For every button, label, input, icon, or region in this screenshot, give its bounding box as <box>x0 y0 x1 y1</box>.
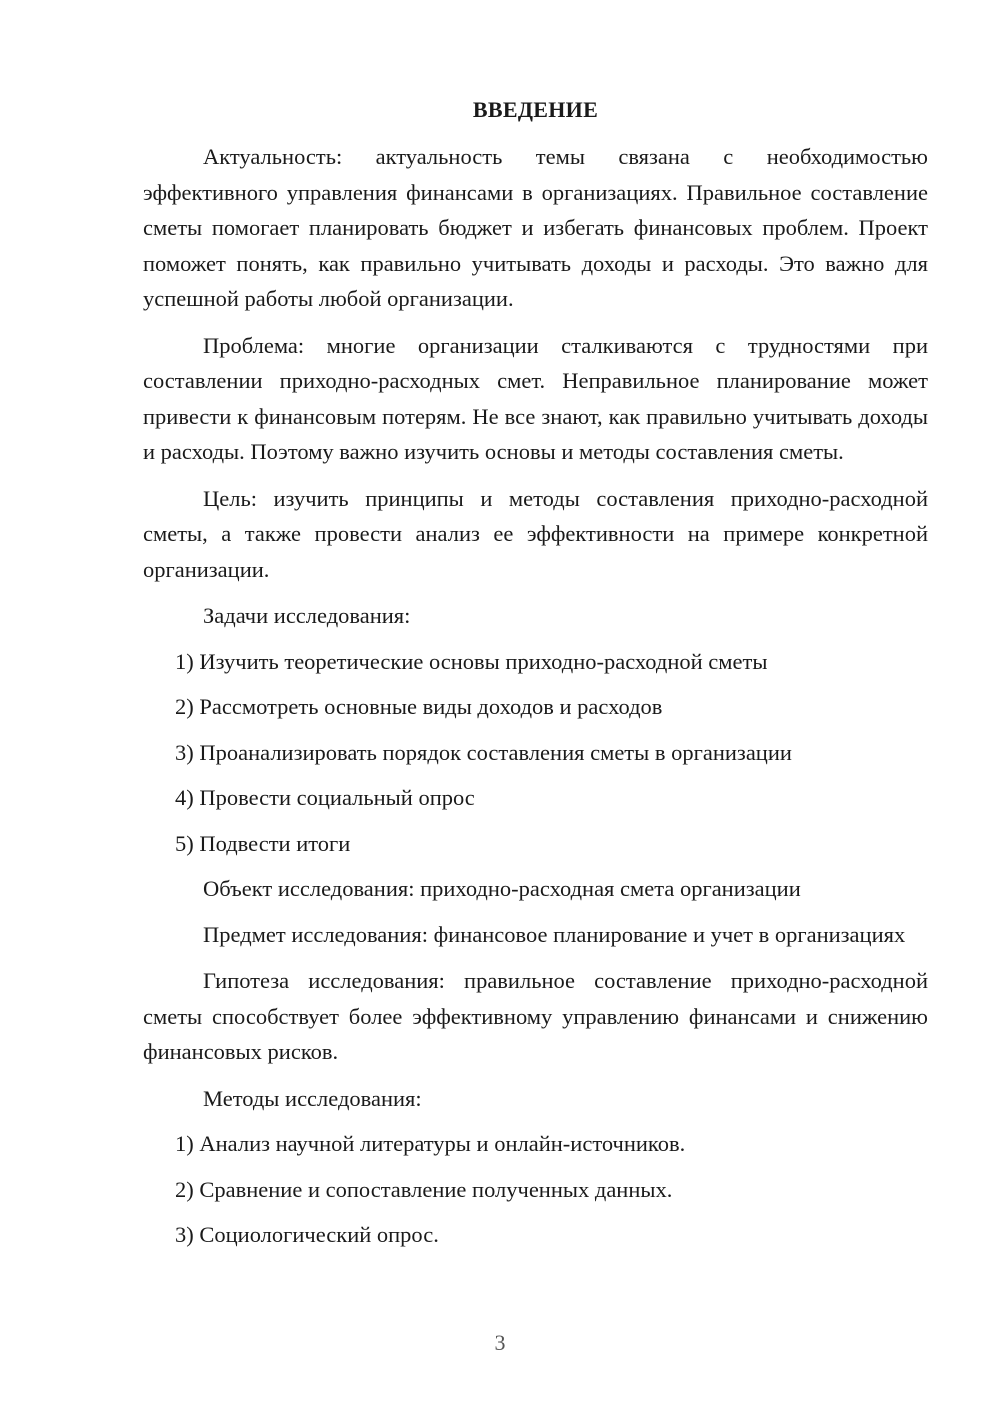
list-item: 3) Проанализировать порядок составления сметы в организации <box>175 739 792 765</box>
list-item: 2) Сравнение и сопоставление полученных данных. <box>175 1176 673 1202</box>
page-number: 3 <box>494 1330 506 1355</box>
methods-list <box>143 1126 928 1253</box>
tasks-list <box>143 644 928 862</box>
list-item: 1) Изучить теоретические основы приходно-расходной сметы <box>175 648 768 674</box>
paragraph-problem: Проблема: многие организации сталкиваются с трудностями при составлении приходно-расходных смет. Неправильное планирование может привести к финансовым потерям. Не все знают, как правильно учитывать доходы и расходы. Поэтому важно изучить основы и методы составления сметы. <box>143 332 928 464</box>
document-page <box>143 92 928 1263</box>
tasks-heading: Задачи исследования: <box>203 603 411 628</box>
paragraph-hypothesis: Гипотеза исследования: правильное составление приходно-расходной сметы способствует более эффективному управлению финансами и снижению финансовых рисков. <box>143 968 928 1064</box>
paragraph-subject: Предмет исследования: финансовое планирование и учет в организациях <box>203 921 906 947</box>
paragraph-relevance: Актуальность: актуальность темы связана с необходимостью эффективного управления финансами в организациях. Правильное составление сметы помогает планировать бюджет и избегать финансовых проблем. Проект поможет понять, как правильно учитывать доходы и расходы. Это важно для успешной работы любой организации. <box>143 144 928 311</box>
list-item: 2) Рассмотреть основные виды доходов и расходов <box>175 694 663 719</box>
list-item: 4) Провести социальный опрос <box>175 785 475 810</box>
paragraph-goal: Цель: изучить принципы и методы составления приходно-расходной сметы, а также провести анализ ее эффективности на примере конкретной организации. <box>143 485 928 582</box>
list-item: 5) Подвести итоги <box>175 830 351 856</box>
list-item: 3) Социологический опрос. <box>175 1222 439 1247</box>
page-title: ВВЕДЕНИЕ <box>472 97 599 122</box>
paragraph-object: Объект исследования: приходно-расходная смета организации <box>203 876 801 901</box>
methods-heading: Методы исследования: <box>203 1085 422 1111</box>
list-item: 1) Анализ научной литературы и онлайн-источников. <box>175 1131 686 1156</box>
